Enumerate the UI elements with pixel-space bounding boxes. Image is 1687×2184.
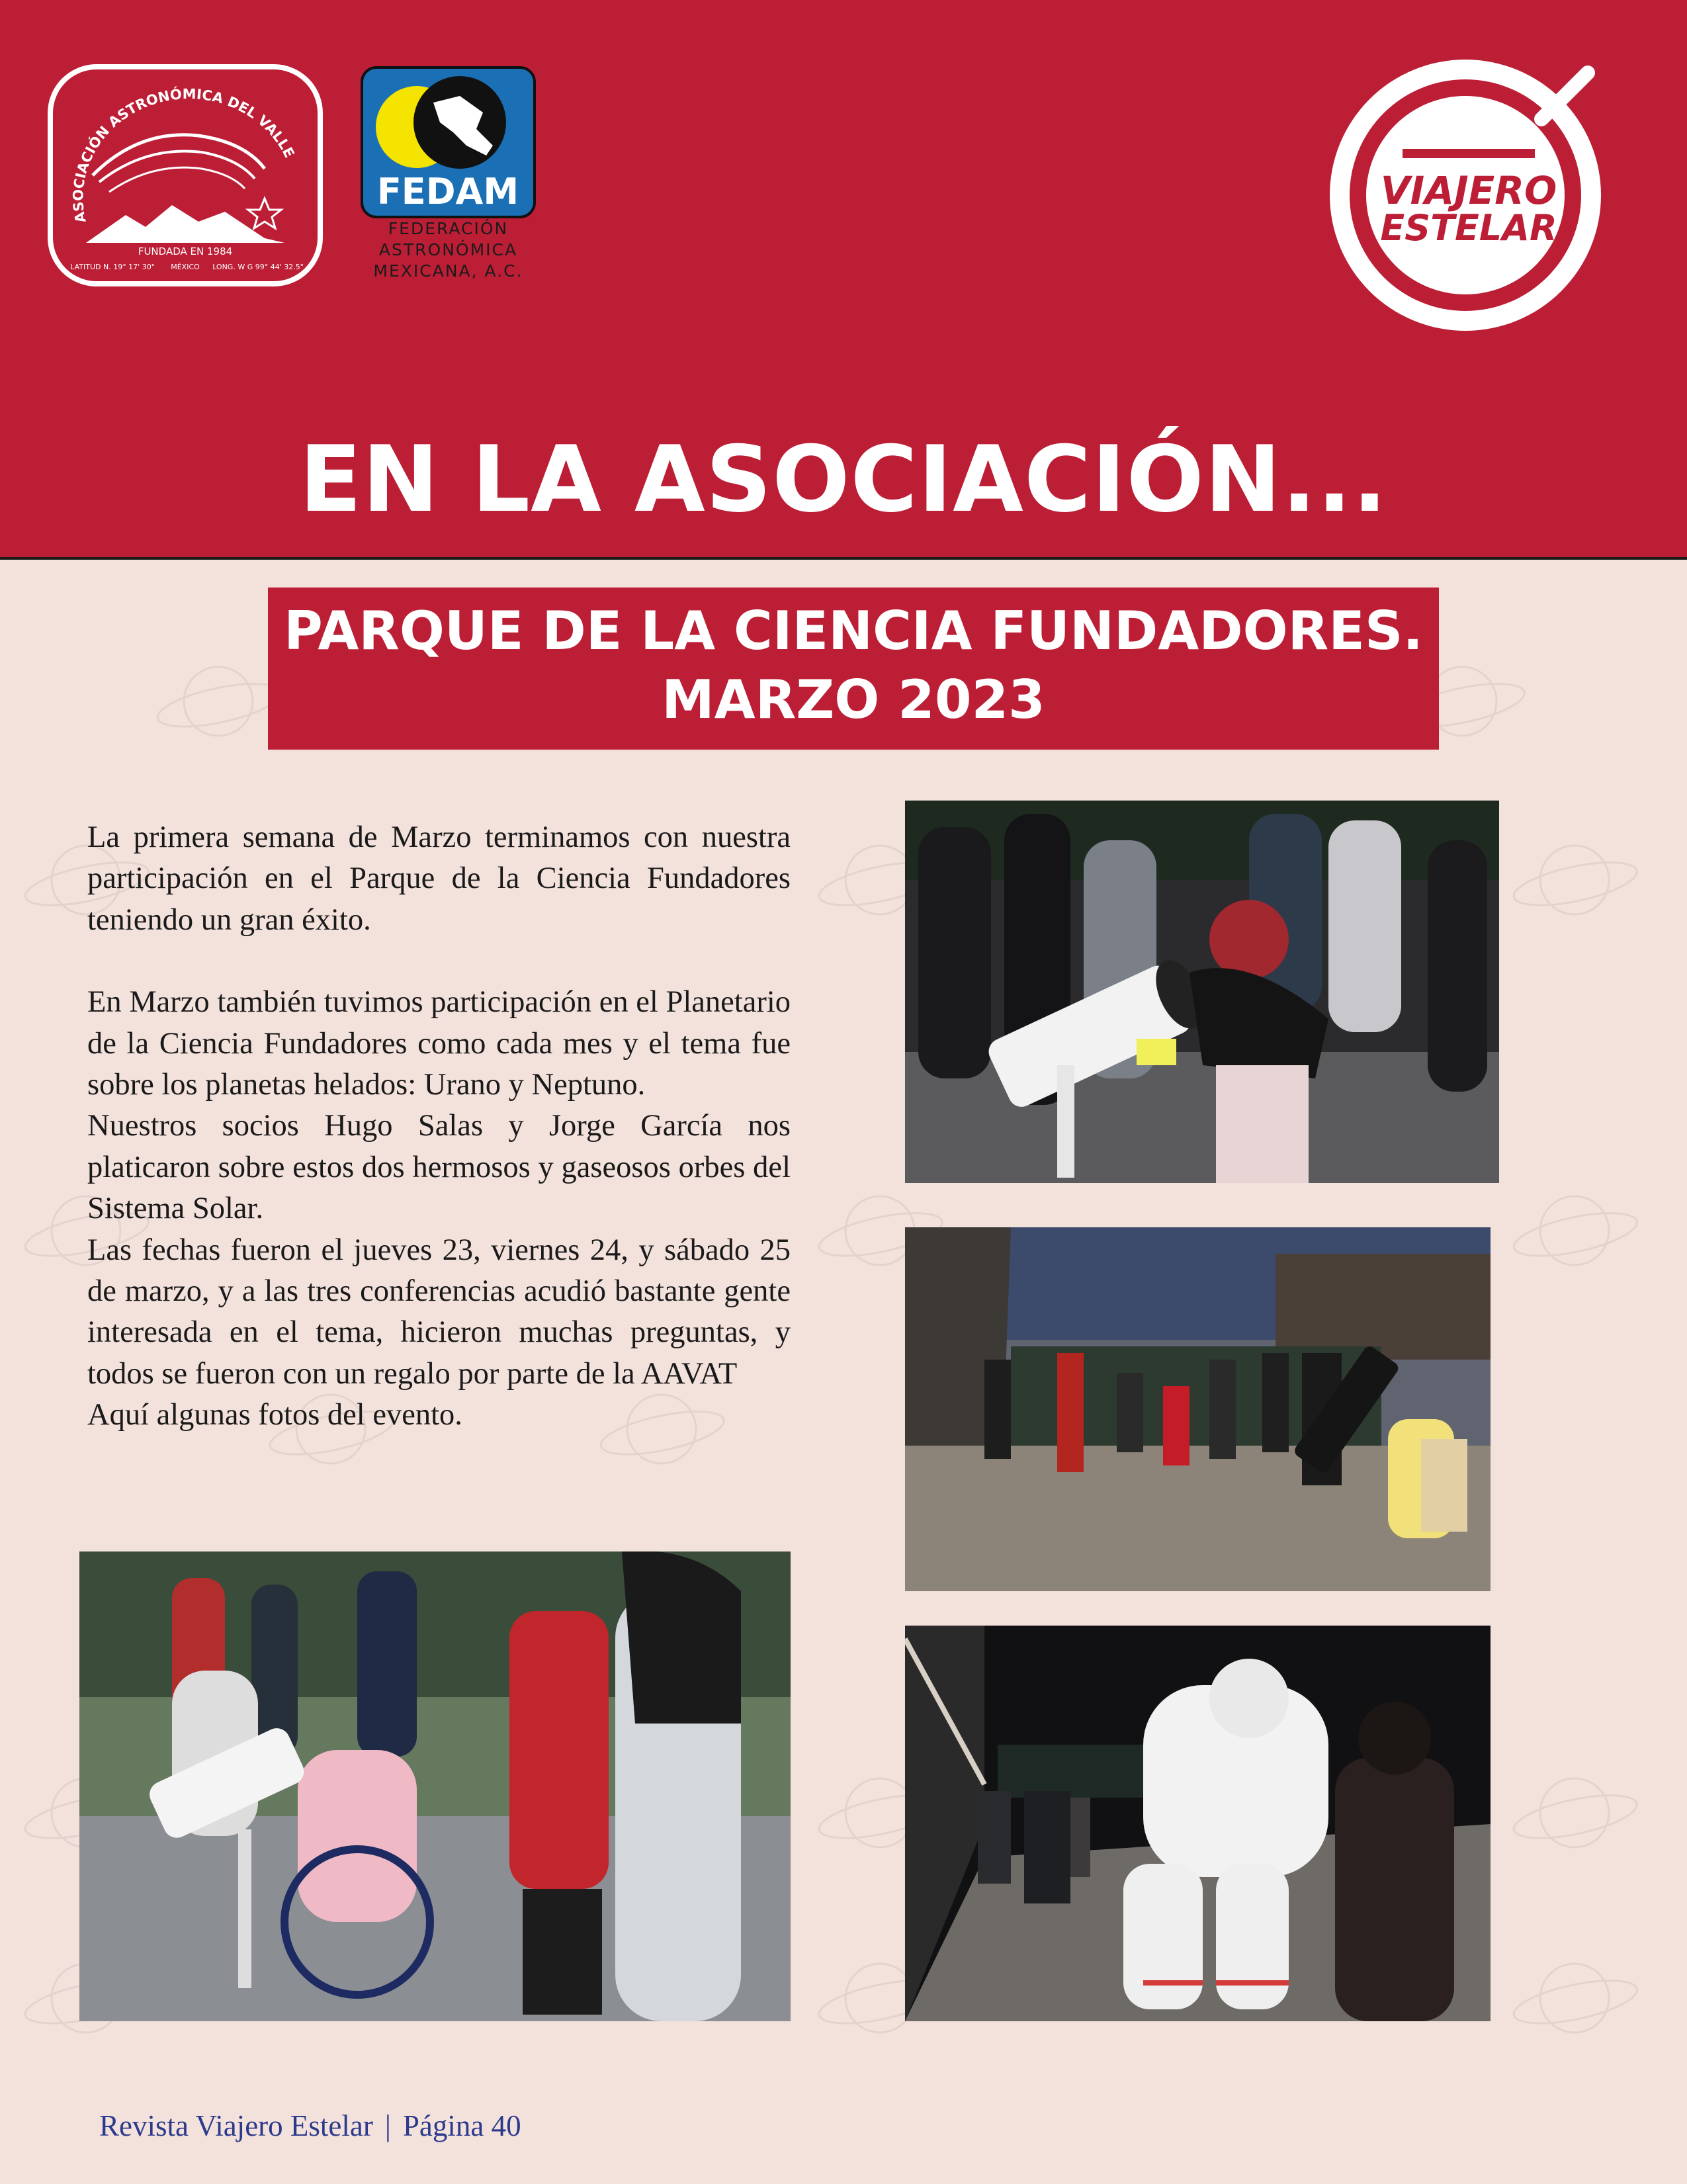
- article-paragraph: Las fechas fueron el jueves 23, viernes 24, y sábado 25 de marzo, y a las tres conferencias acudió bastante gente interesada en el tema, hicieron muchas preguntas, y todos se fueron con un regalo por parte de la AAVAT: [87, 1233, 791, 1391]
- event-photo-plaza-dusk: [905, 1227, 1491, 1591]
- subtitle-line-2: MARZO 2023: [662, 669, 1045, 730]
- fedam-wordmark: FEDAM: [376, 171, 519, 212]
- event-photo-telescope-woman: [905, 801, 1499, 1183]
- fedam-caption-line: MEXICANA, A.C.: [373, 261, 523, 281]
- viajero-estelar-logo: [1323, 46, 1614, 337]
- article-paragraph: La primera semana de Marzo terminamos con nuestra participación en el Parque de la Ciencia Fundadores teniendo un gran éxito.: [87, 820, 791, 937]
- header-divider: [0, 557, 1687, 560]
- page-title: EN LA ASOCIACIÓN...: [299, 426, 1388, 533]
- fedam-caption: [361, 218, 536, 282]
- aavat-country: MÉXICO: [171, 263, 200, 271]
- event-photo-astronaut-night: [905, 1626, 1491, 2021]
- page-footer: [99, 2107, 521, 2144]
- viajero-line1: VIAJERO: [1380, 168, 1557, 213]
- fedam-caption-line: FEDERACIÓN: [388, 219, 509, 238]
- event-photo-wheelchair-telescope: [79, 1551, 791, 2021]
- aavat-founded: FUNDADA EN 1984: [138, 245, 233, 257]
- svg-text:ASOCIACIÓN ASTRONÓMICA DEL VAL: [46, 63, 298, 224]
- viajero-line2: ESTELAR: [1380, 207, 1557, 249]
- footer-separator: |: [384, 2109, 391, 2142]
- aavat-arc-text: ASOCIACIÓN ASTRONÓMICA DEL VALLE: [70, 86, 298, 224]
- aavat-longitude: LONG. W G 99° 44' 32.5": [212, 263, 304, 271]
- aavat-logo: [46, 63, 324, 288]
- article-paragraph: Nuestros socios Hugo Salas y Jorge García nos platicaron sobre estos dos hermosos y gaseosos orbes del Sistema Solar.: [87, 1109, 791, 1226]
- fedam-caption-line: ASTRONÓMICA: [378, 240, 518, 259]
- article-paragraph: En Marzo también tuvimos participación en el Planetario de la Ciencia Fundadores como cada mes y el tema fue sobre los planetas helados: Urano y Neptuno.: [87, 985, 791, 1102]
- subtitle-line-1: PARQUE DE LA CIENCIA FUNDADORES.: [284, 600, 1423, 662]
- aavat-latitude: LATITUD N. 19° 17' 30": [70, 263, 155, 271]
- article-body: [87, 817, 791, 1436]
- article-paragraph: Aquí algunas fotos del evento.: [87, 1398, 462, 1432]
- footer-magazine-name: Revista Viajero Estelar: [99, 2109, 373, 2142]
- footer-page-number: Página 40: [402, 2109, 521, 2142]
- section-subtitle: [268, 588, 1439, 750]
